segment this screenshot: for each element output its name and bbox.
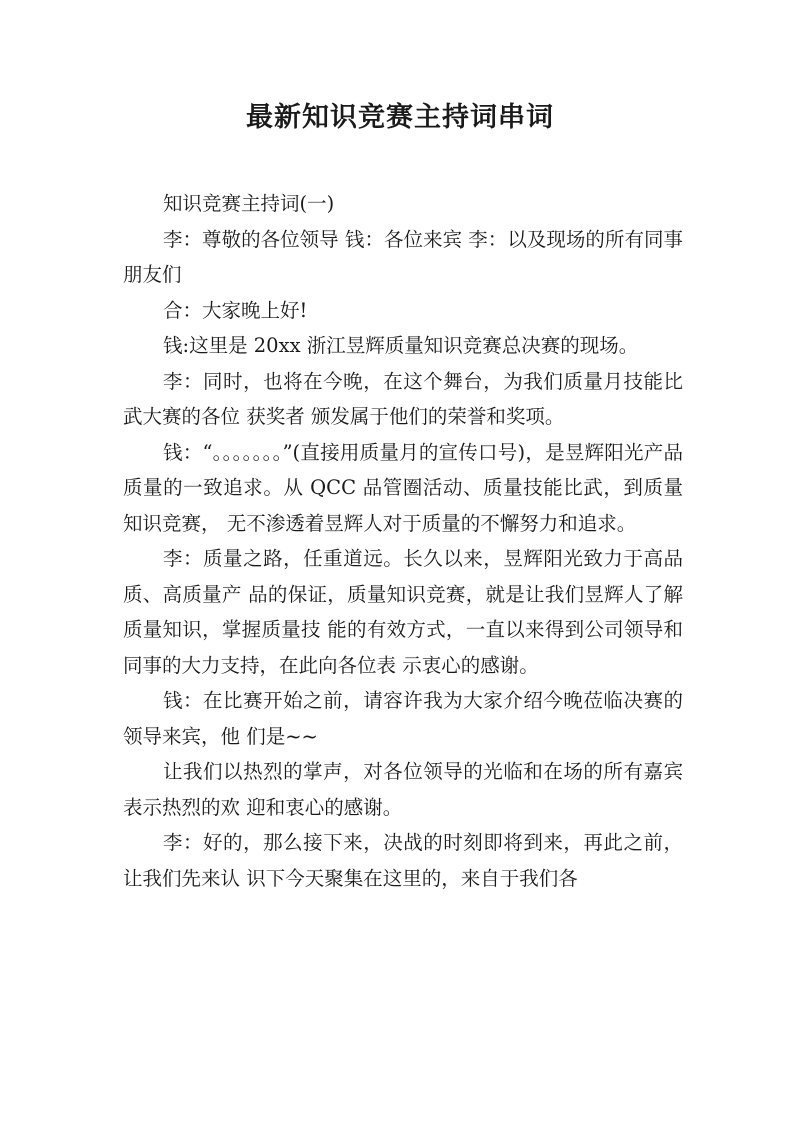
- paragraph: 钱:这里是 20xx 浙江昱辉质量知识竞赛总决赛的现场。: [163, 334, 639, 357]
- paragraph: 李：质量之路，任重道远。长久以来，昱辉阳光致力于高品质、高质量产 品的保证，质量知识竞赛，就是让我们昱辉人了解质量知识，掌握质量技 能的有效方式，一直以来得到公司领导和同事的大力支持，在此向各位表 示衷心的感谢。: [123, 547, 683, 677]
- paragraph: 李：同时，也将在今晚，在这个舞台，为我们质量月技能比武大赛的各位 获奖者 颁发属于他们的荣誉和奖项。: [123, 369, 683, 428]
- paragraph: 钱：在比赛开始之前，请容许我为大家介绍今晚莅临决赛的领导来宾，他 们是~~: [123, 689, 683, 748]
- paragraph: 李：好的，那么接下来，决战的时刻即将到来，再此之前，让我们先来认 识下今天聚集在这里的，来自于我们各: [123, 831, 683, 890]
- paragraph-subtitle: 知识竞赛主持词(一): [163, 192, 335, 215]
- paragraph: 让我们以热烈的掌声，对各位领导的光临和在场的所有嘉宾表示热烈的欢 迎和衷心的感谢。: [123, 760, 683, 819]
- document-title: 最新知识竞赛主持词串词: [246, 102, 554, 133]
- paragraph: 合：大家晚上好!: [163, 298, 308, 322]
- paragraph: 李：尊敬的各位领导 钱：各位来宾 李：以及现场的所有同事朋友们: [123, 227, 683, 286]
- document-body: [123, 186, 683, 896]
- paragraph: 钱：“。。。。。。。”(直接用质量月的宣传口号)，是昱辉阳光产品 质量的一致追求。从 QCC 品管圈活动、质量技能比武，到质量知识竞赛， 无不渗透着昱辉人对于质量的不懈努力和追求。: [123, 440, 683, 535]
